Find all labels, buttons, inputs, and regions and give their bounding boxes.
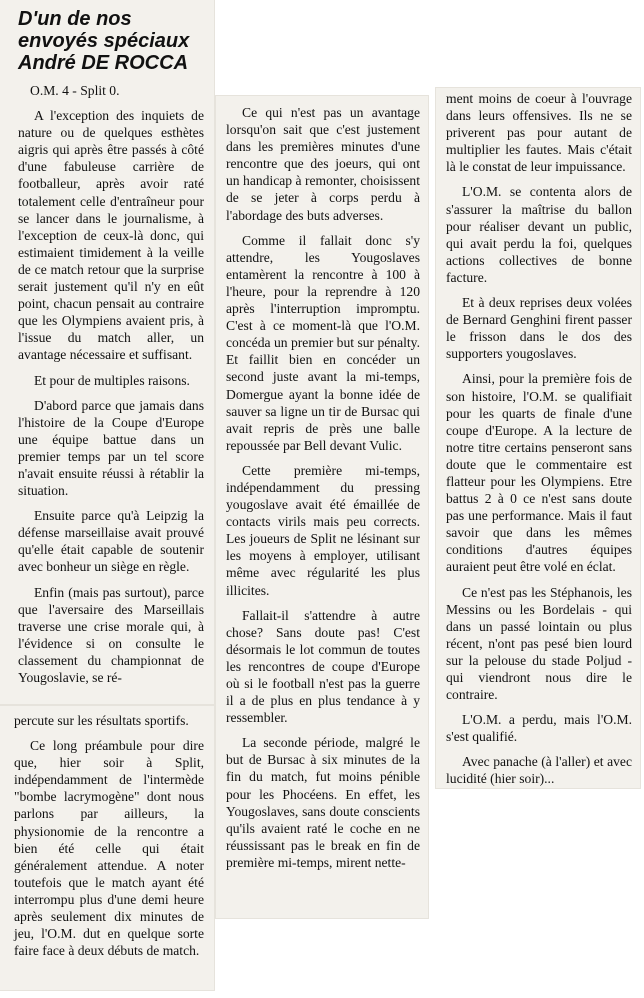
article-column-3 <box>446 90 632 796</box>
paragraph: Ce qui n'est pas un avantage lorsqu'on sait que c'est justement dans les premières minutes d'une rencontre que des joeurs, qui ont un handicap à remonter, choisissent de se jeter à corps perdu à l'abordage des buts adverses. <box>226 105 420 223</box>
byline-line-1: D'un de nos <box>18 8 132 30</box>
paragraph: La seconde période, malgré le but de Bursac à six minutes de la fin du match, fut moins pénible pour les Phocéens. En effet, les Yougoslaves, sans doute conscients qu'ils avaient raté le coche en ne réussissant pas le break en fin de première mi-temps, mirent nette- <box>226 735 420 870</box>
paragraph: Fallait-il s'attendre à autre chose? Sans doute pas! C'est désormais le lot commun de toutes les rencontres de coupe d'Europe où si le football n'est pas la guerre il a de plus en plus tendance à y ressembler. <box>226 607 420 726</box>
paragraph: Ainsi, pour la première fois de son histoire, l'O.M. se qualifiait pour les quarts de finale d'une coupe d'Europe. A la lecture de notre titre certains penseront sans doute que le commentaire est flatteur pour les Olympiens. Etre battus 2 à 0 ce n'est sans doute pas une performance. Mais il faut savoir que dans les mêmes conditions d'autres équipes auraient peut être volé en éclat. <box>446 371 632 575</box>
byline-header <box>18 8 204 74</box>
paragraph: Avec panache (à l'aller) et avec lucidité (hier soir)... <box>446 754 632 787</box>
article-column-1-continued <box>14 712 204 967</box>
paragraph: Ce n'est pas les Stéphanois, les Messins ou les Bordelais - qui dans un passé lointain ou plus récent, n'ont pas pesé bien lourd sur la pelouse du stade Poljud - qui viendront nous dire le contraire. <box>446 584 632 703</box>
match-score: O.M. 4 - Split 0. <box>30 83 120 98</box>
paragraph: L'O.M. a perdu, mais l'O.M. s'est qualifié. <box>446 712 632 745</box>
paragraph: Ce long préambule pour dire que, hier soir à Split, indépendamment de l'intermède "bombe lacrymogène" dont nous parlons par ailleurs, la physionomie de la rencontre a bien été celle qui était généralement attendue. A noter toutefois que le match ayant été interrompu plus d'une demi heure après seulement dix minutes de jeu, l'O.M. dut en quelque sorte faire face à deux débuts de match. <box>14 738 204 959</box>
paragraph: Ensuite parce qu'à Leipzig la défense marseillaise avait prouvé qu'elle était capable de soutenir avec bonheur un siège en règle. <box>18 508 204 575</box>
paragraph: Et pour de multiples raisons. <box>34 372 190 388</box>
paragraph: percute sur les résultats sportifs. <box>14 713 189 728</box>
paragraph: A l'exception des inquiets de nature ou de quelques esthètes aigris qui après être passés à côté d'une fabuleuse carrière de footballeur, après avoir raté totalement celle d'entraîneur pour se lancer dans le journalisme, à l'exception de ceux-là donc, qui estimaient timidement à la veille de ce match retour que la surprise serait justement qu'il n'y en eût point, chacun pensait au contraire que les Olympiens avaient pris, à l'issue du match aller, un avantage nécessaire et suffisant. <box>18 108 204 363</box>
paragraph: D'abord parce que jamais dans l'histoire de la Coupe d'Europe une équipe battue dans un premier temps par un tel score n'avait ensuite réussi à rétablir la situation. <box>18 397 204 499</box>
paragraph: Cette première mi-temps, indépendamment du pressing yougoslave avait été émaillée de contacts virils mais peu corrects. Les joueurs de Split ne lésinant sur les moyens à employer, utilisant même avec régularité les plus illicites. <box>226 462 420 598</box>
paragraph: L'O.M. se contenta alors de s'assurer la maîtrise du ballon pour réaliser devant un public, qui avait perdu la foi, quelques actions collectives de bonne facture. <box>446 184 632 285</box>
byline-line-2: envoyés spéciaux <box>18 30 190 52</box>
article-column-2 <box>226 104 420 879</box>
byline-author: André DE ROCCA <box>18 52 189 74</box>
paragraph: ment moins de coeur à l'ouvrage dans leurs offensives. Ils ne se priverent pas pour autant de multiplier les fautes. Mais c'était là le constat de leur impuissance. <box>446 91 632 175</box>
article-column-1 <box>18 8 204 694</box>
paragraph: Comme il fallait donc s'y attendre, les Yougoslaves entamèrent la rencontre à 100 à l'heure, pour la reprendre à 120 après l'interruption impromptu. C'est à ce moment-là que l'O.M. concéda un premier but sur pénalty. Et faillit bien en concéder un second juste avant la mi-temps, Domergue ayant la bonne idée de sauver sa ligne un tir de Bursac qui avait repris de près une balle repoussée par Bell devant Vulic. <box>226 232 420 453</box>
paragraph: Enfin (mais pas surtout), parce que l'aversaire des Marseillais traverse une crise morale qui, à l'évidence si on consulte le classement du championnat de Yougoslavie, se ré- <box>18 584 204 685</box>
paragraph: Et à deux reprises deux volées de Bernard Genghini firent passer le frisson dans le dos des supporters yougoslaves. <box>446 295 632 362</box>
